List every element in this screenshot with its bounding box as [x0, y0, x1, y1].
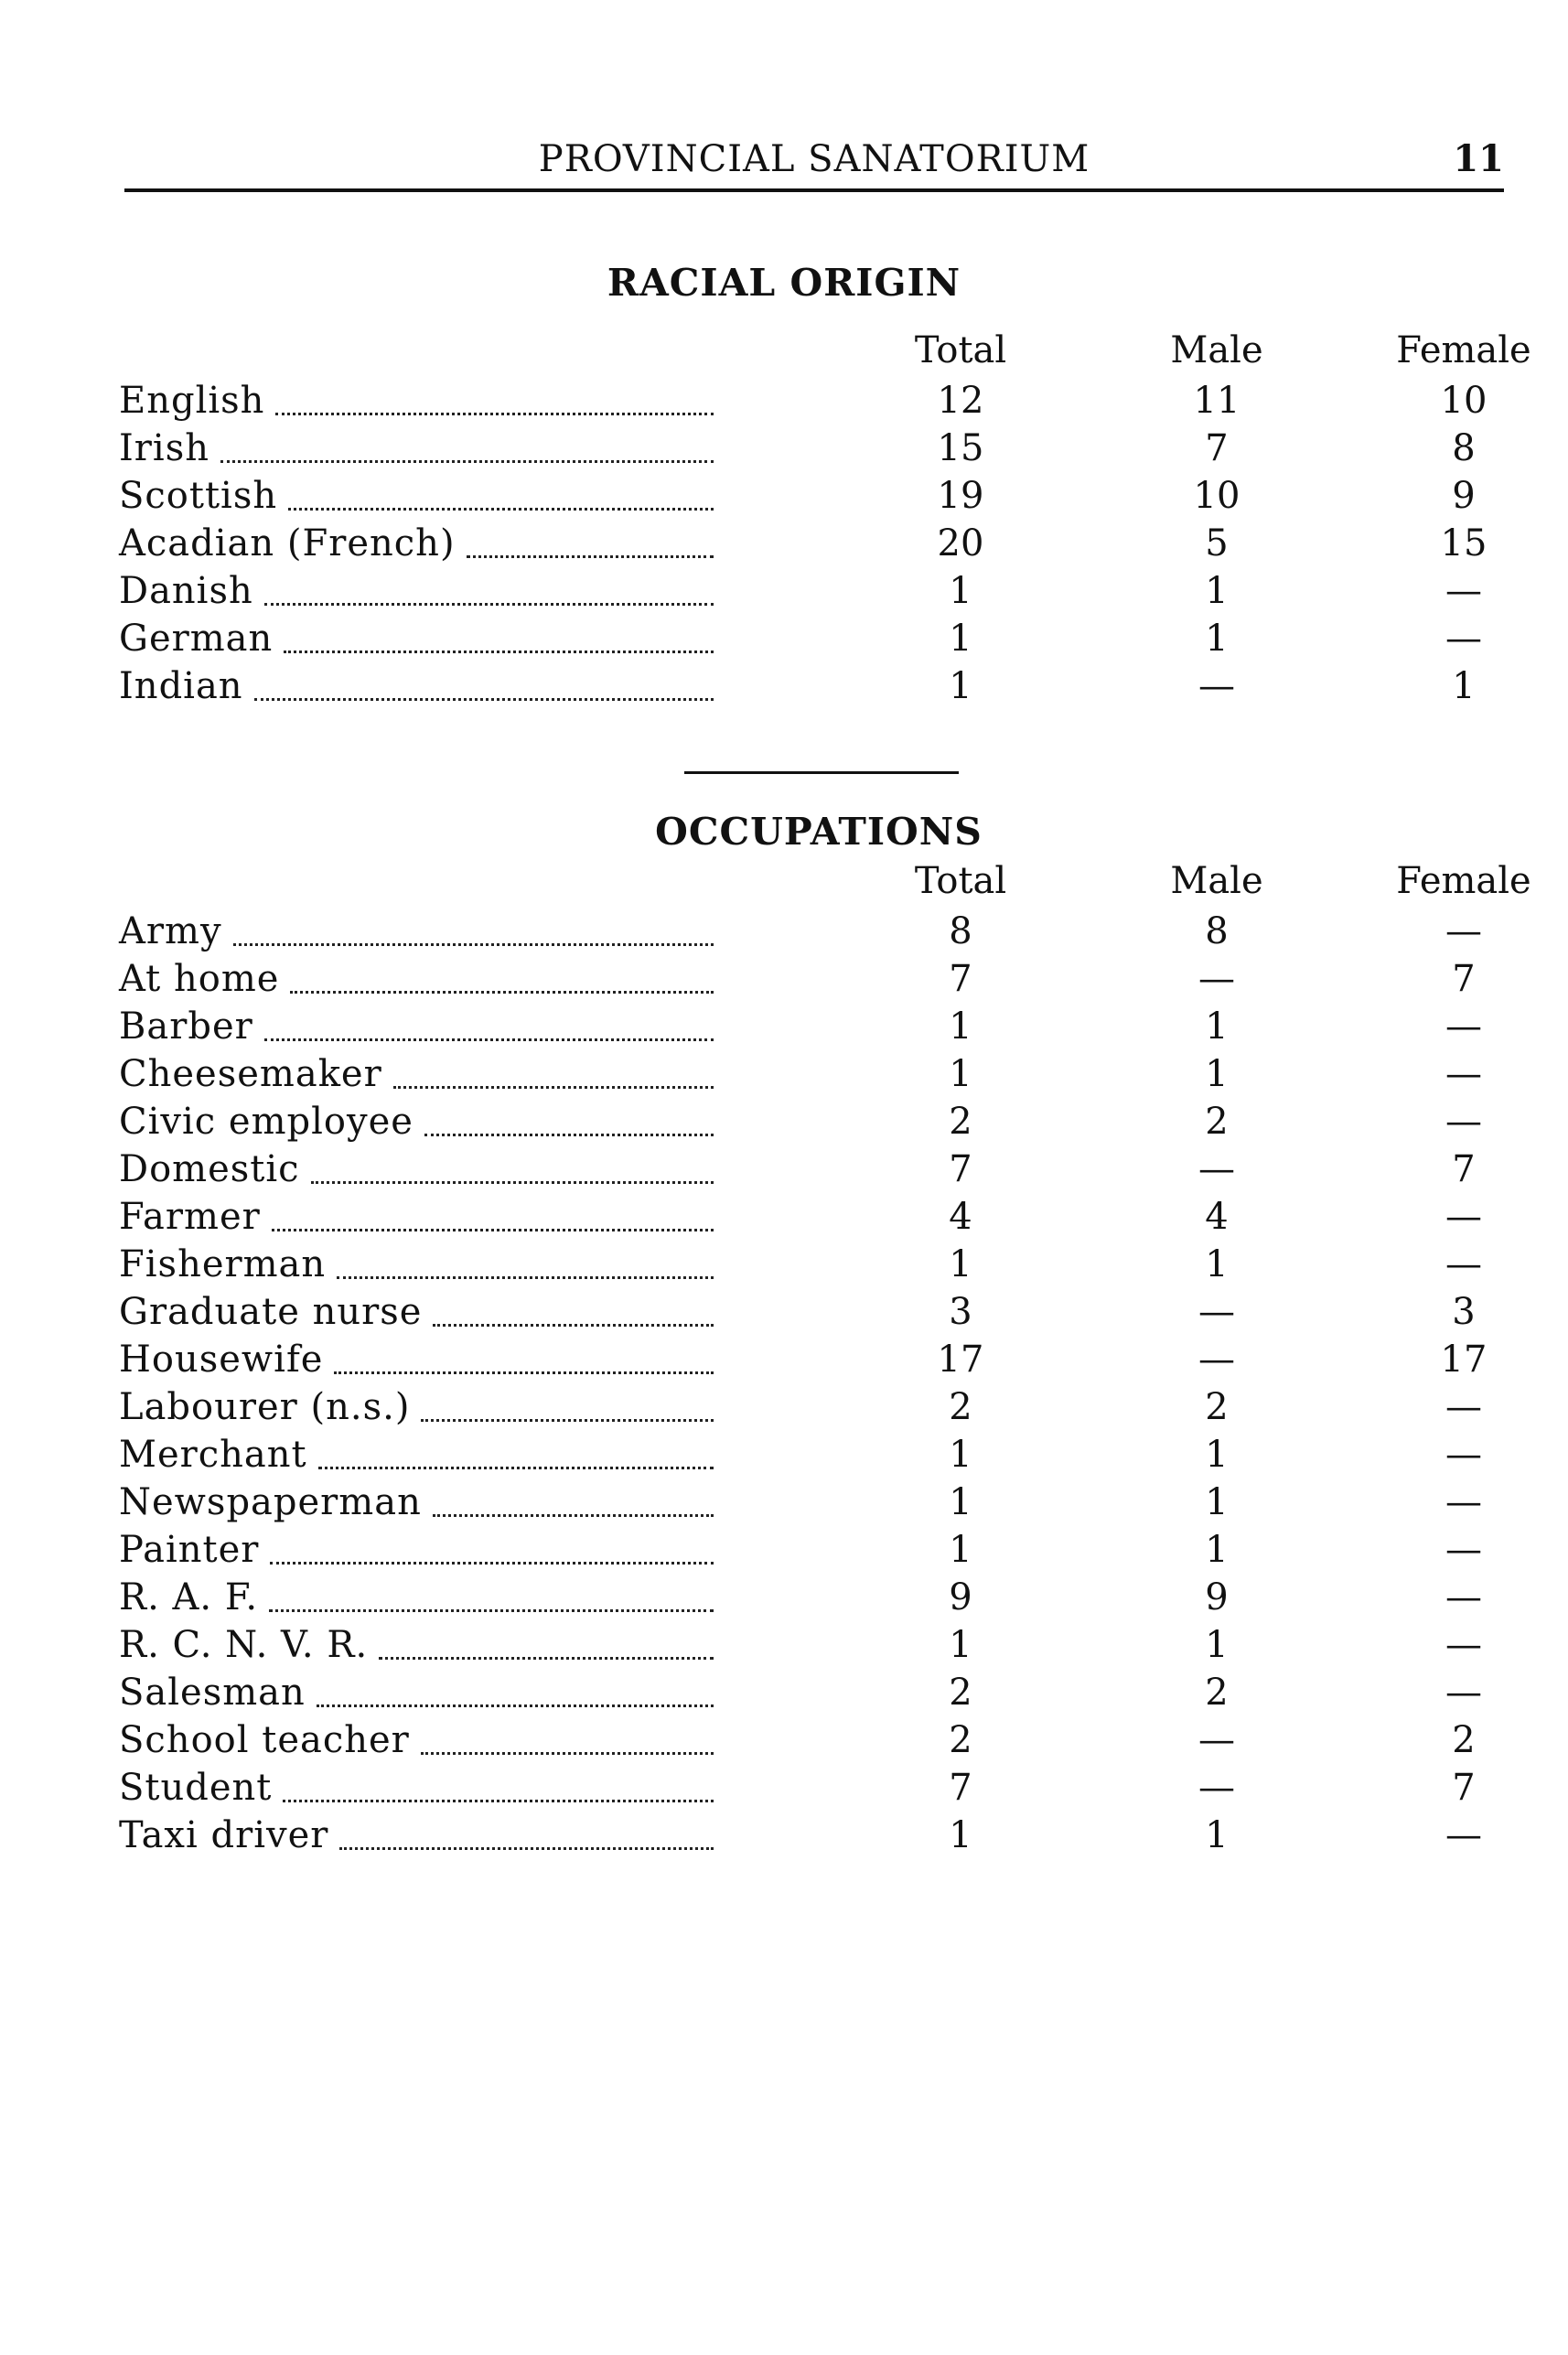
male-value: —: [1198, 1148, 1235, 1190]
total-value: 7: [949, 1767, 972, 1809]
row-label-cell: [119, 1288, 714, 1336]
total-value: 1: [949, 665, 972, 707]
row-label: Barber: [119, 1005, 253, 1048]
dot-leader: [311, 1181, 714, 1184]
male-value: 1: [1205, 1481, 1229, 1523]
row-label-cell: [119, 1526, 714, 1574]
dot-leader: [393, 1086, 714, 1089]
table-row: [119, 1621, 1519, 1669]
row-label-cell: [119, 1764, 714, 1812]
total-value: 17: [937, 1339, 984, 1381]
row-label: Danish: [119, 570, 253, 612]
female-value: —: [1445, 1529, 1482, 1571]
table-row: [119, 1003, 1519, 1050]
dot-leader: [421, 1419, 714, 1422]
running-title: PROVINCIAL SANATORIUM: [538, 138, 1090, 180]
row-label-cell: [119, 567, 714, 615]
row-label: Graduate nurse: [119, 1291, 423, 1333]
female-value: —: [1445, 1576, 1482, 1618]
female-value: —: [1445, 1005, 1482, 1048]
table-row: [119, 1812, 1519, 1859]
racial-origin-header-female: Female: [1396, 329, 1531, 371]
male-value: 1: [1205, 1529, 1229, 1571]
total-value: 7: [949, 1148, 972, 1190]
female-value: 15: [1440, 522, 1487, 565]
female-value: 10: [1440, 380, 1487, 422]
total-value: 2: [949, 1386, 972, 1428]
occupations-header-female: Female: [1396, 860, 1531, 902]
total-value: 4: [949, 1196, 972, 1238]
total-value: 19: [937, 475, 984, 517]
row-label-cell: [119, 1241, 714, 1288]
male-value: 1: [1205, 1243, 1229, 1285]
table-row: [119, 567, 1519, 615]
row-label-cell: [119, 520, 714, 567]
dot-leader: [254, 698, 714, 701]
table-row: [119, 615, 1519, 662]
row-label: English: [119, 380, 265, 422]
row-label: Indian: [119, 665, 243, 707]
row-label-cell: [119, 425, 714, 472]
row-label: Labourer (n.s.): [119, 1386, 411, 1428]
row-label-cell: [119, 908, 714, 955]
table-row: [119, 1526, 1519, 1574]
table-row: [119, 472, 1519, 520]
total-value: 8: [949, 910, 972, 952]
total-value: 20: [937, 522, 984, 565]
table-row: [119, 1574, 1519, 1621]
row-label: Civic employee: [119, 1101, 413, 1143]
row-label: Newspaperman: [119, 1481, 422, 1523]
female-value: —: [1445, 1814, 1482, 1856]
male-value: 2: [1205, 1101, 1229, 1143]
total-value: 1: [949, 1624, 972, 1666]
total-value: 15: [937, 427, 984, 469]
racial-origin-table: [119, 377, 1519, 710]
row-label: Painter: [119, 1529, 260, 1571]
female-value: 3: [1452, 1291, 1476, 1333]
female-value: —: [1445, 1434, 1482, 1476]
total-value: 1: [949, 570, 972, 612]
row-label-cell: [119, 1193, 714, 1241]
total-value: 2: [949, 1101, 972, 1143]
total-value: 1: [949, 1434, 972, 1476]
racial-origin-header-male: Male: [1170, 329, 1263, 371]
row-label-cell: [119, 1098, 714, 1145]
table-row: [119, 1288, 1519, 1336]
row-label-cell: [119, 1336, 714, 1383]
total-value: 2: [949, 1672, 972, 1714]
female-value: —: [1445, 1101, 1482, 1143]
occupations-title: OCCUPATIONS: [655, 810, 983, 854]
row-label-cell: [119, 955, 714, 1003]
male-value: 1: [1205, 1005, 1229, 1048]
female-value: —: [1445, 1053, 1482, 1095]
male-value: 5: [1205, 522, 1229, 565]
total-value: 1: [949, 1243, 972, 1285]
table-row: [119, 1479, 1519, 1526]
section-divider: [684, 771, 959, 774]
male-value: 9: [1205, 1576, 1229, 1618]
table-row: [119, 377, 1519, 425]
row-label-cell: [119, 1669, 714, 1716]
table-row: [119, 1383, 1519, 1431]
female-value: —: [1445, 1624, 1482, 1666]
row-label-cell: [119, 1812, 714, 1859]
row-label: R. C. N. V. R.: [119, 1624, 369, 1666]
row-label-cell: [119, 1145, 714, 1193]
male-value: 1: [1205, 570, 1229, 612]
dot-leader: [424, 1134, 714, 1136]
row-label-cell: [119, 662, 714, 710]
dot-leader: [421, 1752, 714, 1755]
female-value: —: [1445, 1386, 1482, 1428]
row-label-cell: [119, 615, 714, 662]
table-row: [119, 520, 1519, 567]
table-row: [119, 955, 1519, 1003]
table-row: [119, 1193, 1519, 1241]
table-row: [119, 1241, 1519, 1288]
row-label: Irish: [119, 427, 210, 469]
row-label-cell: [119, 472, 714, 520]
male-value: 4: [1205, 1196, 1229, 1238]
row-label: Acadian (French): [119, 522, 456, 565]
female-value: —: [1445, 618, 1482, 660]
dot-leader: [272, 1229, 714, 1231]
male-value: 1: [1205, 1434, 1229, 1476]
male-value: —: [1198, 1767, 1235, 1809]
dot-leader: [317, 1704, 714, 1707]
table-row: [119, 1145, 1519, 1193]
dot-leader: [269, 1609, 714, 1612]
total-value: 2: [949, 1719, 972, 1761]
dot-leader: [433, 1324, 714, 1327]
row-label-cell: [119, 1479, 714, 1526]
occupations-table: [119, 908, 1519, 1859]
row-label-cell: [119, 1050, 714, 1098]
male-value: 10: [1193, 475, 1240, 517]
dot-leader: [433, 1514, 714, 1517]
table-row: [119, 425, 1519, 472]
male-value: —: [1198, 1719, 1235, 1761]
dot-leader: [233, 943, 714, 946]
row-label: School teacher: [119, 1719, 410, 1761]
row-label: Merchant: [119, 1434, 307, 1476]
total-value: 1: [949, 1814, 972, 1856]
table-row: [119, 908, 1519, 955]
racial-origin-title: RACIAL ORIGIN: [607, 261, 961, 305]
male-value: 1: [1205, 1624, 1229, 1666]
row-label-cell: [119, 377, 714, 425]
row-label: Domestic: [119, 1148, 300, 1190]
row-label-cell: [119, 1716, 714, 1764]
table-row: [119, 1669, 1519, 1716]
row-label-cell: [119, 1383, 714, 1431]
total-value: 9: [949, 1576, 972, 1618]
row-label: Fisherman: [119, 1243, 327, 1285]
row-label: At home: [119, 958, 280, 1000]
female-value: —: [1445, 1243, 1482, 1285]
total-value: 1: [949, 1053, 972, 1095]
male-value: —: [1198, 1339, 1235, 1381]
total-value: 1: [949, 1529, 972, 1571]
female-value: 7: [1452, 1767, 1476, 1809]
table-row: [119, 1764, 1519, 1812]
female-value: 8: [1452, 427, 1476, 469]
male-value: 1: [1205, 1053, 1229, 1095]
female-value: —: [1445, 1481, 1482, 1523]
row-label: Salesman: [119, 1672, 306, 1714]
male-value: 11: [1193, 380, 1240, 422]
dot-leader: [288, 508, 714, 511]
row-label-cell: [119, 1574, 714, 1621]
male-value: 7: [1205, 427, 1229, 469]
dot-leader: [270, 1562, 714, 1565]
page-header: [124, 135, 1504, 192]
total-value: 1: [949, 1005, 972, 1048]
dot-leader: [339, 1847, 714, 1850]
male-value: 1: [1205, 1814, 1229, 1856]
female-value: 2: [1452, 1719, 1476, 1761]
row-label-cell: [119, 1003, 714, 1050]
dot-leader: [290, 991, 714, 994]
row-label: Taxi driver: [119, 1814, 329, 1856]
row-label-cell: [119, 1431, 714, 1479]
total-value: 1: [949, 618, 972, 660]
occupations-header-total: Total: [914, 860, 1007, 902]
row-label: Farmer: [119, 1196, 261, 1238]
female-value: —: [1445, 570, 1482, 612]
dot-leader: [283, 1800, 714, 1802]
racial-origin-header-total: Total: [914, 329, 1007, 371]
female-value: 7: [1452, 958, 1476, 1000]
table-row: [119, 1336, 1519, 1383]
row-label: Army: [119, 910, 222, 952]
dot-leader: [284, 651, 714, 653]
male-value: 8: [1205, 910, 1229, 952]
male-value: 2: [1205, 1672, 1229, 1714]
male-value: —: [1198, 665, 1235, 707]
row-label: Cheesemaker: [119, 1053, 382, 1095]
female-value: 7: [1452, 1148, 1476, 1190]
occupations-header-male: Male: [1170, 860, 1263, 902]
dot-leader: [318, 1467, 714, 1469]
female-value: —: [1445, 1196, 1482, 1238]
table-row: [119, 1098, 1519, 1145]
female-value: —: [1445, 910, 1482, 952]
row-label: R. A. F.: [119, 1576, 259, 1618]
table-row: [119, 1050, 1519, 1098]
page-number: 11: [1453, 137, 1504, 180]
total-value: 7: [949, 958, 972, 1000]
row-label: Scottish: [119, 475, 278, 517]
dot-leader: [264, 603, 714, 606]
dot-leader: [379, 1657, 714, 1660]
male-value: —: [1198, 958, 1235, 1000]
dot-leader: [275, 413, 714, 415]
dot-leader: [467, 555, 714, 558]
total-value: 1: [949, 1481, 972, 1523]
table-row: [119, 662, 1519, 710]
row-label: German: [119, 618, 274, 660]
dot-leader: [337, 1276, 714, 1279]
dot-leader: [264, 1038, 714, 1041]
row-label: Housewife: [119, 1339, 324, 1381]
total-value: 3: [949, 1291, 972, 1333]
female-value: 9: [1452, 475, 1476, 517]
female-value: 17: [1440, 1339, 1487, 1381]
row-label-cell: [119, 1621, 714, 1669]
male-value: 1: [1205, 618, 1229, 660]
male-value: 2: [1205, 1386, 1229, 1428]
table-row: [119, 1431, 1519, 1479]
female-value: 1: [1452, 665, 1476, 707]
dot-leader: [334, 1371, 714, 1374]
female-value: —: [1445, 1672, 1482, 1714]
table-row: [119, 1716, 1519, 1764]
male-value: —: [1198, 1291, 1235, 1333]
total-value: 12: [937, 380, 984, 422]
dot-leader: [220, 460, 714, 463]
row-label: Student: [119, 1767, 273, 1809]
